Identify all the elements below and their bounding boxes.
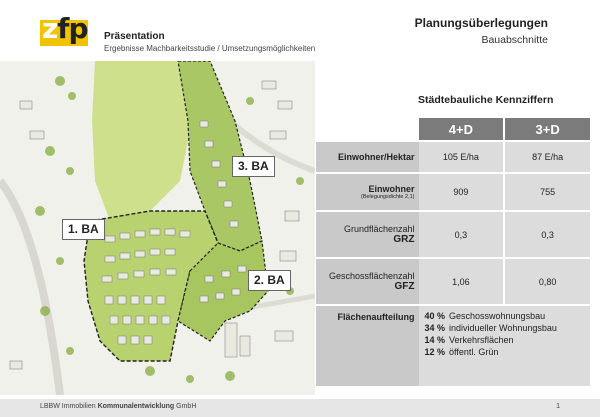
zfp-logo	[40, 12, 88, 46]
header-title: Präsentation	[104, 31, 165, 42]
column-header-4d: 4+D	[419, 118, 506, 140]
site-plan-map	[0, 61, 315, 395]
page-number: 1	[556, 403, 560, 410]
row-label: Einwohner	[368, 184, 415, 194]
list-item: 12 % öffentl. Grün	[424, 347, 499, 357]
value-4d: 1,06	[419, 259, 506, 304]
ba-label-1: 1. BA	[62, 219, 105, 240]
slide-title: Planungsüberlegungen	[414, 16, 548, 30]
value-3d: 0,3	[505, 212, 590, 257]
row-note: (Belegungsdichte 2,1)	[360, 194, 415, 200]
list-item: 34 % individueller Wohnungsbau	[424, 323, 557, 333]
table-row	[316, 259, 590, 304]
flaechen-values	[419, 306, 591, 386]
value-4d: 909	[419, 174, 506, 210]
site-plan-drawing	[0, 61, 315, 395]
footer-bar	[0, 399, 600, 417]
row-abbr: GFZ	[394, 281, 415, 292]
table-row	[316, 306, 590, 386]
value-4d: 105 E/ha	[419, 142, 506, 172]
row-label: Geschossflächenzahl	[328, 271, 415, 281]
table-row	[316, 174, 590, 210]
value-3d: 87 E/ha	[505, 142, 590, 172]
table-row	[316, 212, 590, 257]
row-label: Grundflächenzahl	[343, 224, 415, 234]
row-label: Einwohner/Hektar	[316, 142, 419, 172]
kennziffern-title: Städtebauliche Kennziffern	[418, 94, 554, 106]
value-3d: 755	[505, 174, 590, 210]
value-4d: 0,3	[419, 212, 506, 257]
list-item: 14 % Verkehrsflächen	[424, 335, 514, 345]
logo-text: zfp	[42, 12, 88, 45]
table-row	[316, 142, 590, 172]
flaechen-label: Flächenaufteilung	[316, 306, 419, 386]
ba-label-2: 2. BA	[248, 270, 291, 291]
slide-subtitle: Bauabschnitte	[481, 34, 548, 46]
header-subtitle: Ergebnisse Machbarkeitsstudie / Umsetzungsmöglichkeiten	[104, 44, 316, 53]
list-item: 40 % Geschosswohnungsbau	[424, 311, 546, 321]
row-abbr: GRZ	[393, 234, 415, 245]
kennziffern-table	[316, 116, 590, 388]
value-3d: 0,80	[505, 259, 590, 304]
column-header-3d: 3+D	[505, 118, 590, 140]
footer-company: LBBW Immobilien Kommunalentwicklung GmbH	[40, 403, 197, 410]
ba-label-3: 3. BA	[232, 156, 275, 177]
